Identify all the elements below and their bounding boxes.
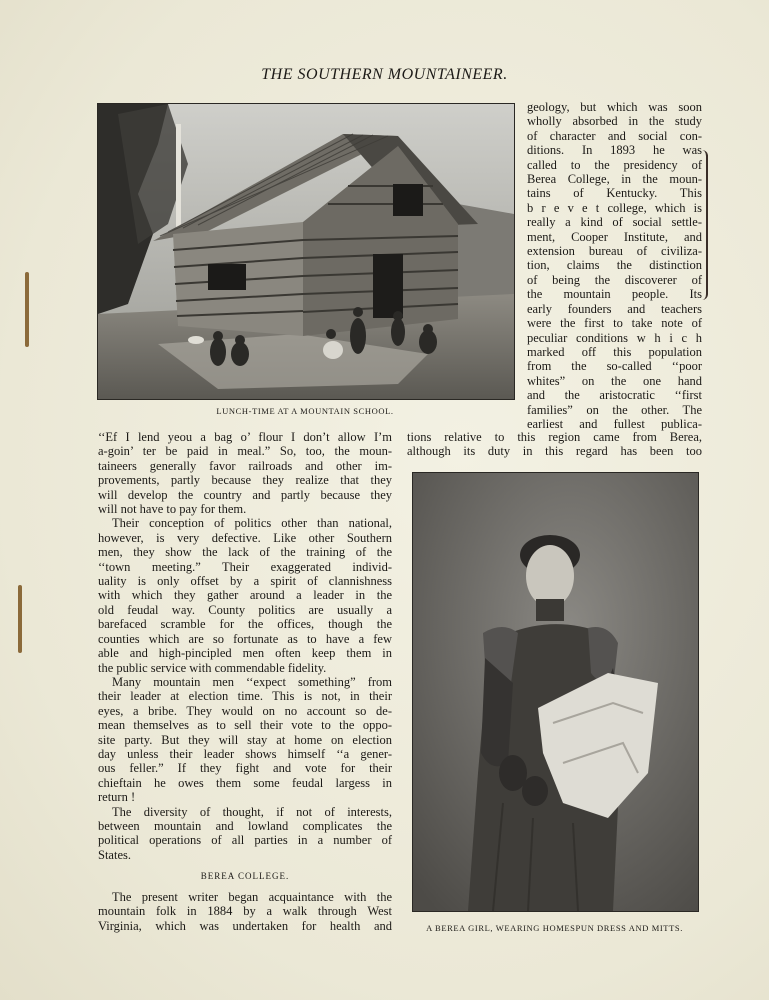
text-line: the mountain people. Its — [527, 287, 702, 302]
text-line: ous feller.” If they fight and vote for their — [98, 761, 392, 776]
text-line: earliest and fullest publica- — [527, 416, 702, 431]
text-line: marked off this population — [527, 344, 702, 359]
text-line: chieftain he owes them some feudal largess in — [98, 775, 392, 790]
text-line: geology, but which was soon — [527, 100, 702, 114]
text-line: with which they gather around a leader in the — [98, 588, 392, 603]
berea-girl-portrait — [413, 473, 698, 911]
berea-section-text — [98, 890, 392, 933]
left-column-text — [98, 430, 392, 862]
text-line: barefaced scramble for the offices, though the — [98, 617, 392, 632]
text-line: of character and social con- — [527, 128, 702, 143]
text-line: peculiar conditions w h i c h — [527, 330, 702, 345]
caption-berea-girl: A BEREA GIRL, WEARING HOMESPUN DRESS AND MITTS. — [426, 923, 683, 933]
text-line: of being the discoverer of — [527, 272, 702, 287]
margin-pencil-mark — [700, 150, 708, 300]
right-column-text — [527, 100, 702, 431]
text-line: return ! — [98, 790, 136, 805]
text-line: tion, claims the distinction — [527, 258, 702, 273]
wide-text-lines — [407, 430, 702, 459]
text-line: early founders and teachers — [527, 301, 702, 316]
text-line: Berea College, in the moun- — [527, 172, 702, 187]
page-header: THE SOUTHERN MOUNTAINEER. — [261, 66, 508, 83]
text-line: ditions. In 1893 he was — [527, 143, 702, 158]
text-line: extension bureau of civiliza- — [527, 244, 702, 259]
text-line: between mountain and lowland complicates the — [98, 818, 392, 833]
text-line: Many mountain men ‘‘expect something” from — [112, 674, 392, 689]
text-line: site party. But they will stay at home on election — [98, 732, 392, 747]
text-line: counties which are so fortunate as to have a few — [98, 631, 392, 646]
text-line: ‘‘town meeting.” Their exaggerated individ- — [98, 559, 392, 574]
text-line: The diversity of thought, if not of interests, — [112, 804, 392, 819]
text-line: their leader at election time. This is not, in their — [98, 689, 392, 704]
photo-mountain-school — [97, 103, 515, 400]
text-line: taineers generally favor railroads and other im- — [98, 458, 392, 473]
binding-staple — [25, 272, 29, 347]
text-line: from the so-called ‘‘poor — [527, 359, 702, 374]
text-line: uality is only offset by a spirit of clannishness — [98, 574, 392, 589]
text-line: tains of Kentucky. This — [527, 186, 702, 201]
text-line: mountain folk in 1884 by a walk through West — [98, 904, 392, 919]
caption-mountain-school: LUNCH-TIME AT A MOUNTAIN SCHOOL. — [216, 406, 394, 416]
text-line: tions relative to this region came from Berea, — [407, 430, 702, 444]
photo-berea-girl — [412, 472, 699, 912]
log-cabin-illustration — [98, 104, 514, 399]
text-line: ment, Cooper Institute, and — [527, 229, 702, 244]
text-line: really a kind of social settle- — [527, 215, 702, 230]
binding-staple — [18, 585, 22, 653]
text-line: although its duty in this regard has been too — [407, 444, 702, 459]
text-line: old feudal way. County politics are usually a — [98, 602, 392, 617]
text-line: provements, partly because they realize that they — [98, 473, 392, 488]
text-line: families” on the other. The — [527, 402, 702, 417]
text-line: whites” on the one hand — [527, 373, 702, 388]
text-line: political operations of all parties in a number of — [98, 833, 392, 848]
text-line: will develop the country and partly because they — [98, 487, 392, 502]
text-line: day unless their leader shows himself ‘‘a gener- — [98, 746, 392, 761]
text-line: called to the presidency of — [527, 157, 702, 172]
section-heading-berea: BEREA COLLEGE. — [200, 871, 290, 881]
text-line: Their conception of politics other than national, — [112, 516, 392, 531]
text-line: a-goin’ ter be paid in meal.” So, too, the moun- — [98, 444, 392, 459]
text-line: Virginia, which was undertaken for health and — [98, 918, 392, 933]
text-line: The present writer began acquaintance with the — [112, 890, 392, 904]
text-line: will not have to pay for them. — [98, 502, 247, 517]
text-line: men, they show the lack of the training of the — [98, 545, 392, 560]
text-line: ‘‘Ef I lend yeou a bag o’ flour I don’t allow I’m — [98, 430, 392, 444]
text-line: and the aristocratic ‘‘first — [527, 388, 702, 403]
text-line: able and high-pincipled men often keep them in — [98, 646, 392, 661]
text-line: b r e v e t college, which is — [527, 200, 702, 215]
text-line: wholly absorbed in the study — [527, 114, 702, 129]
text-line: however, is very defective. Like other Southern — [98, 530, 392, 545]
text-line: were the first to take note of — [527, 316, 702, 331]
text-line: mean themselves as to sell their vote to the oppo- — [98, 718, 392, 733]
text-line: the public service with commendable fidelity. — [98, 660, 327, 675]
text-line: eyes, a bribe. They would on no account so de- — [98, 703, 392, 718]
text-line: States. — [98, 847, 131, 862]
